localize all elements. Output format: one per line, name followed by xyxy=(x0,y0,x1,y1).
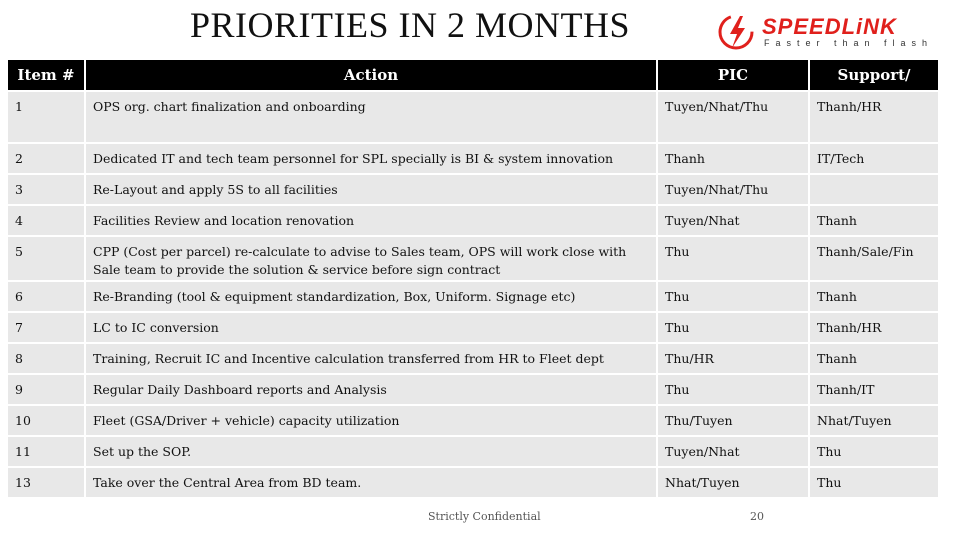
cell-support: Thanh xyxy=(810,282,938,311)
cell-action: Fleet (GSA/Driver + vehicle) capacity utilization xyxy=(86,406,656,435)
lightning-bolt-icon xyxy=(718,12,756,52)
cell-item: 9 xyxy=(8,375,84,404)
page-title: PRIORITIES IN 2 MONTHS xyxy=(190,5,631,45)
cell-action: Set up the SOP. xyxy=(86,437,656,466)
cell-pic: Thu xyxy=(658,282,808,311)
cell-pic: Thu xyxy=(658,375,808,404)
cell-action: Training, Recruit IC and Incentive calculation transferred from HR to Fleet dept xyxy=(86,344,656,373)
cell-action: Facilities Review and location renovation xyxy=(86,206,656,235)
cell-pic: Thu xyxy=(658,237,808,280)
cell-support: IT/Tech xyxy=(810,144,938,173)
cell-pic: Thu/Tuyen xyxy=(658,406,808,435)
cell-item: 7 xyxy=(8,313,84,342)
cell-pic: Tuyen/Nhat/Thu xyxy=(658,175,808,204)
cell-support: Nhat/Tuyen xyxy=(810,406,938,435)
cell-action: LC to IC conversion xyxy=(86,313,656,342)
cell-item: 8 xyxy=(8,344,84,373)
logo-tagline: Faster than flash xyxy=(764,38,934,48)
table-row xyxy=(8,282,938,311)
cell-action: Re-Layout and apply 5S to all facilities xyxy=(86,175,656,204)
cell-support: Thanh/IT xyxy=(810,375,938,404)
header-action: Action xyxy=(86,60,656,90)
cell-item: 11 xyxy=(8,437,84,466)
cell-item: 3 xyxy=(8,175,84,204)
cell-support xyxy=(810,175,938,204)
cell-action: Take over the Central Area from BD team. xyxy=(86,468,656,497)
cell-action: OPS org. chart finalization and onboarding xyxy=(86,92,656,142)
cell-pic: Thanh xyxy=(658,144,808,173)
header-support: Support/ xyxy=(810,60,938,90)
table-row xyxy=(8,406,938,435)
cell-pic: Nhat/Tuyen xyxy=(658,468,808,497)
cell-support: Thanh/HR xyxy=(810,92,938,142)
table-row xyxy=(8,144,938,173)
speedlink-logo xyxy=(718,12,938,52)
cell-pic: Tuyen/Nhat xyxy=(658,206,808,235)
cell-item: 2 xyxy=(8,144,84,173)
table-header-row xyxy=(8,60,938,90)
confidential-label: Strictly Confidential xyxy=(428,510,541,523)
cell-item: 4 xyxy=(8,206,84,235)
table-row xyxy=(8,313,938,342)
cell-action: Dedicated IT and tech team personnel for SPL specially is BI & system innovation xyxy=(86,144,656,173)
cell-support: Thu xyxy=(810,468,938,497)
table-row xyxy=(8,437,938,466)
table-row xyxy=(8,375,938,404)
cell-item: 10 xyxy=(8,406,84,435)
cell-pic: Tuyen/Nhat/Thu xyxy=(658,92,808,142)
table-row xyxy=(8,175,938,204)
table-row xyxy=(8,206,938,235)
table-row xyxy=(8,468,938,497)
header-pic: PIC xyxy=(658,60,808,90)
cell-support: Thanh xyxy=(810,344,938,373)
table-row xyxy=(8,237,938,280)
page-number: 20 xyxy=(750,510,764,523)
cell-item: 13 xyxy=(8,468,84,497)
logo-wordmark: SPEEDLiNK xyxy=(762,14,897,39)
table-row xyxy=(8,344,938,373)
cell-action: Regular Daily Dashboard reports and Analysis xyxy=(86,375,656,404)
cell-pic: Thu xyxy=(658,313,808,342)
priorities-table xyxy=(6,58,940,499)
cell-pic: Tuyen/Nhat xyxy=(658,437,808,466)
header-item: Item # xyxy=(8,60,84,90)
cell-support: Thanh xyxy=(810,206,938,235)
cell-pic: Thu/HR xyxy=(658,344,808,373)
cell-item: 5 xyxy=(8,237,84,280)
cell-action: Re-Branding (tool & equipment standardization, Box, Uniform. Signage etc) xyxy=(86,282,656,311)
table-row xyxy=(8,92,938,142)
cell-action: CPP (Cost per parcel) re-calculate to advise to Sales team, OPS will work close with Sale team to provide the solution & service before sign contract xyxy=(86,237,656,280)
cell-support: Thu xyxy=(810,437,938,466)
cell-item: 1 xyxy=(8,92,84,142)
cell-support: Thanh/Sale/Fin xyxy=(810,237,938,280)
cell-support: Thanh/HR xyxy=(810,313,938,342)
cell-item: 6 xyxy=(8,282,84,311)
